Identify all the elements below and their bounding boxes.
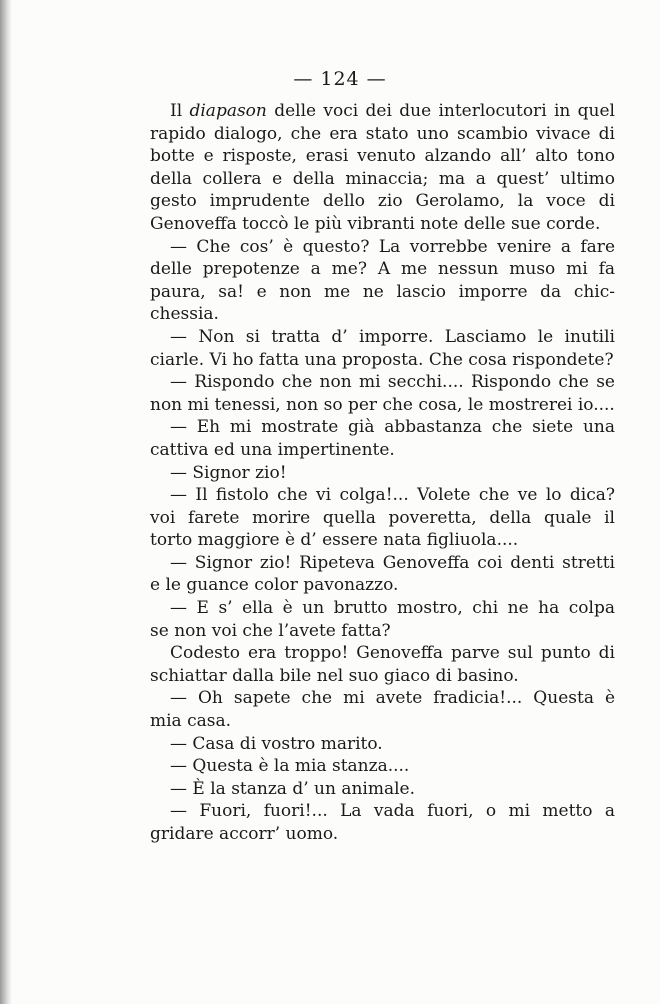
italic-text: diapason [189,101,267,121]
text-line [150,823,615,846]
text-segment: — Signor zio! [170,462,287,483]
text-line [150,394,615,417]
text-line [150,190,615,213]
text-line [150,574,615,597]
text-line [150,642,615,665]
text-segment: Genoveffa toccò le più vibranti note delle sue corde. [150,213,601,234]
text-line [150,552,615,575]
text-line [150,710,615,733]
text-line [150,168,615,191]
text-line [150,665,615,688]
text-line [150,529,615,552]
text-line [150,439,615,462]
text-segment: e le guance color pavonazzo. [150,575,399,596]
text-segment: Il [170,101,190,121]
page-number: — 124 — [293,68,387,90]
text-segment: — Rispondo che non mi secchi.... Rispondo che se [170,372,615,393]
text-segment: rapido dialogo, che era stato uno scambio vivace di [150,123,615,144]
text-segment: — Che cos’ è questo? La vorrebbe venire a fare [170,236,615,257]
text-line [150,755,615,778]
text-segment: — Questa è la mia stanza.... [170,756,410,777]
text-segment: — Casa di vostro marito. [170,733,383,754]
text-line [150,213,615,236]
text-line [150,416,615,439]
text-segment: — Signor zio! Ripeteva Genoveffa coi denti stretti [170,552,615,573]
body-text [150,100,615,846]
text-line [150,462,615,485]
text-segment: se non voi che l’avete fatta? [150,620,391,641]
text-segment: voi farete morire quella poveretta, della quale il [150,507,615,528]
text-segment: delle prepotenze a me? A me nessun muso mi fa [150,259,615,280]
text-line [150,100,615,123]
text-segment: gesto imprudente dello zio Gerolamo, la voce di [150,191,615,212]
text-segment: schiattar dalla bile nel suo giaco di basino. [150,665,519,686]
text-line [150,733,615,756]
text-segment: — Oh sapete che mi avete fradicia!... Questa è [170,688,615,709]
text-line [150,258,615,281]
text-line [150,484,615,507]
text-segment: mia casa. [150,711,232,732]
text-segment: paura, sa! e non me ne lascio imporre da chic- [150,281,615,302]
text-line [150,303,615,326]
text-line [150,326,615,349]
text-segment: — E s’ ella è un brutto mostro, chi ne ha colpa [170,598,615,619]
text-line [150,687,615,710]
text-line [150,236,615,259]
text-line [150,507,615,530]
binding-shadow [0,0,12,1004]
text-line [150,349,615,372]
text-line [150,597,615,620]
text-line [150,123,615,146]
text-segment: chessia. [150,304,219,325]
text-segment: — Fuori, fuori!... La vada fuori, o mi metto a [170,801,615,822]
text-segment: — Non si tratta d’ imporre. Lasciamo le inutili [170,326,615,347]
text-line [150,281,615,304]
text-segment: — Eh mi mostrate già abbastanza che siete una [170,417,615,438]
text-line [150,620,615,643]
text-segment: Codesto era troppo! Genoveffa parve sul punto di [170,643,615,664]
text-segment: della collera e della minaccia; ma a quest’ ultimo [150,168,615,189]
text-segment: gridare accorr’ uomo. [150,824,339,844]
text-segment: — È la stanza d’ un animale. [170,778,415,799]
text-segment: — Il fistolo che vi colga!... Volete che ve lo dica? [170,485,615,506]
text-line [150,778,615,801]
text-line [150,800,615,823]
text-segment: botte e risposte, erasi venuto alzando all’ alto tono [150,146,615,167]
text-segment: cattiva ed una impertinente. [150,439,395,460]
text-line [150,371,615,394]
text-segment: non mi tenessi, non so per che cosa, le mostrerei io.... [150,394,615,415]
text-line [150,145,615,168]
text-segment: ciarle. Vi ho fatta una proposta. Che cosa rispondete? [150,349,614,370]
text-segment: torto maggiore è d’ essere nata figliuola.... [150,530,519,551]
text-segment: delle voci dei due interlocutori in quel [266,101,615,121]
